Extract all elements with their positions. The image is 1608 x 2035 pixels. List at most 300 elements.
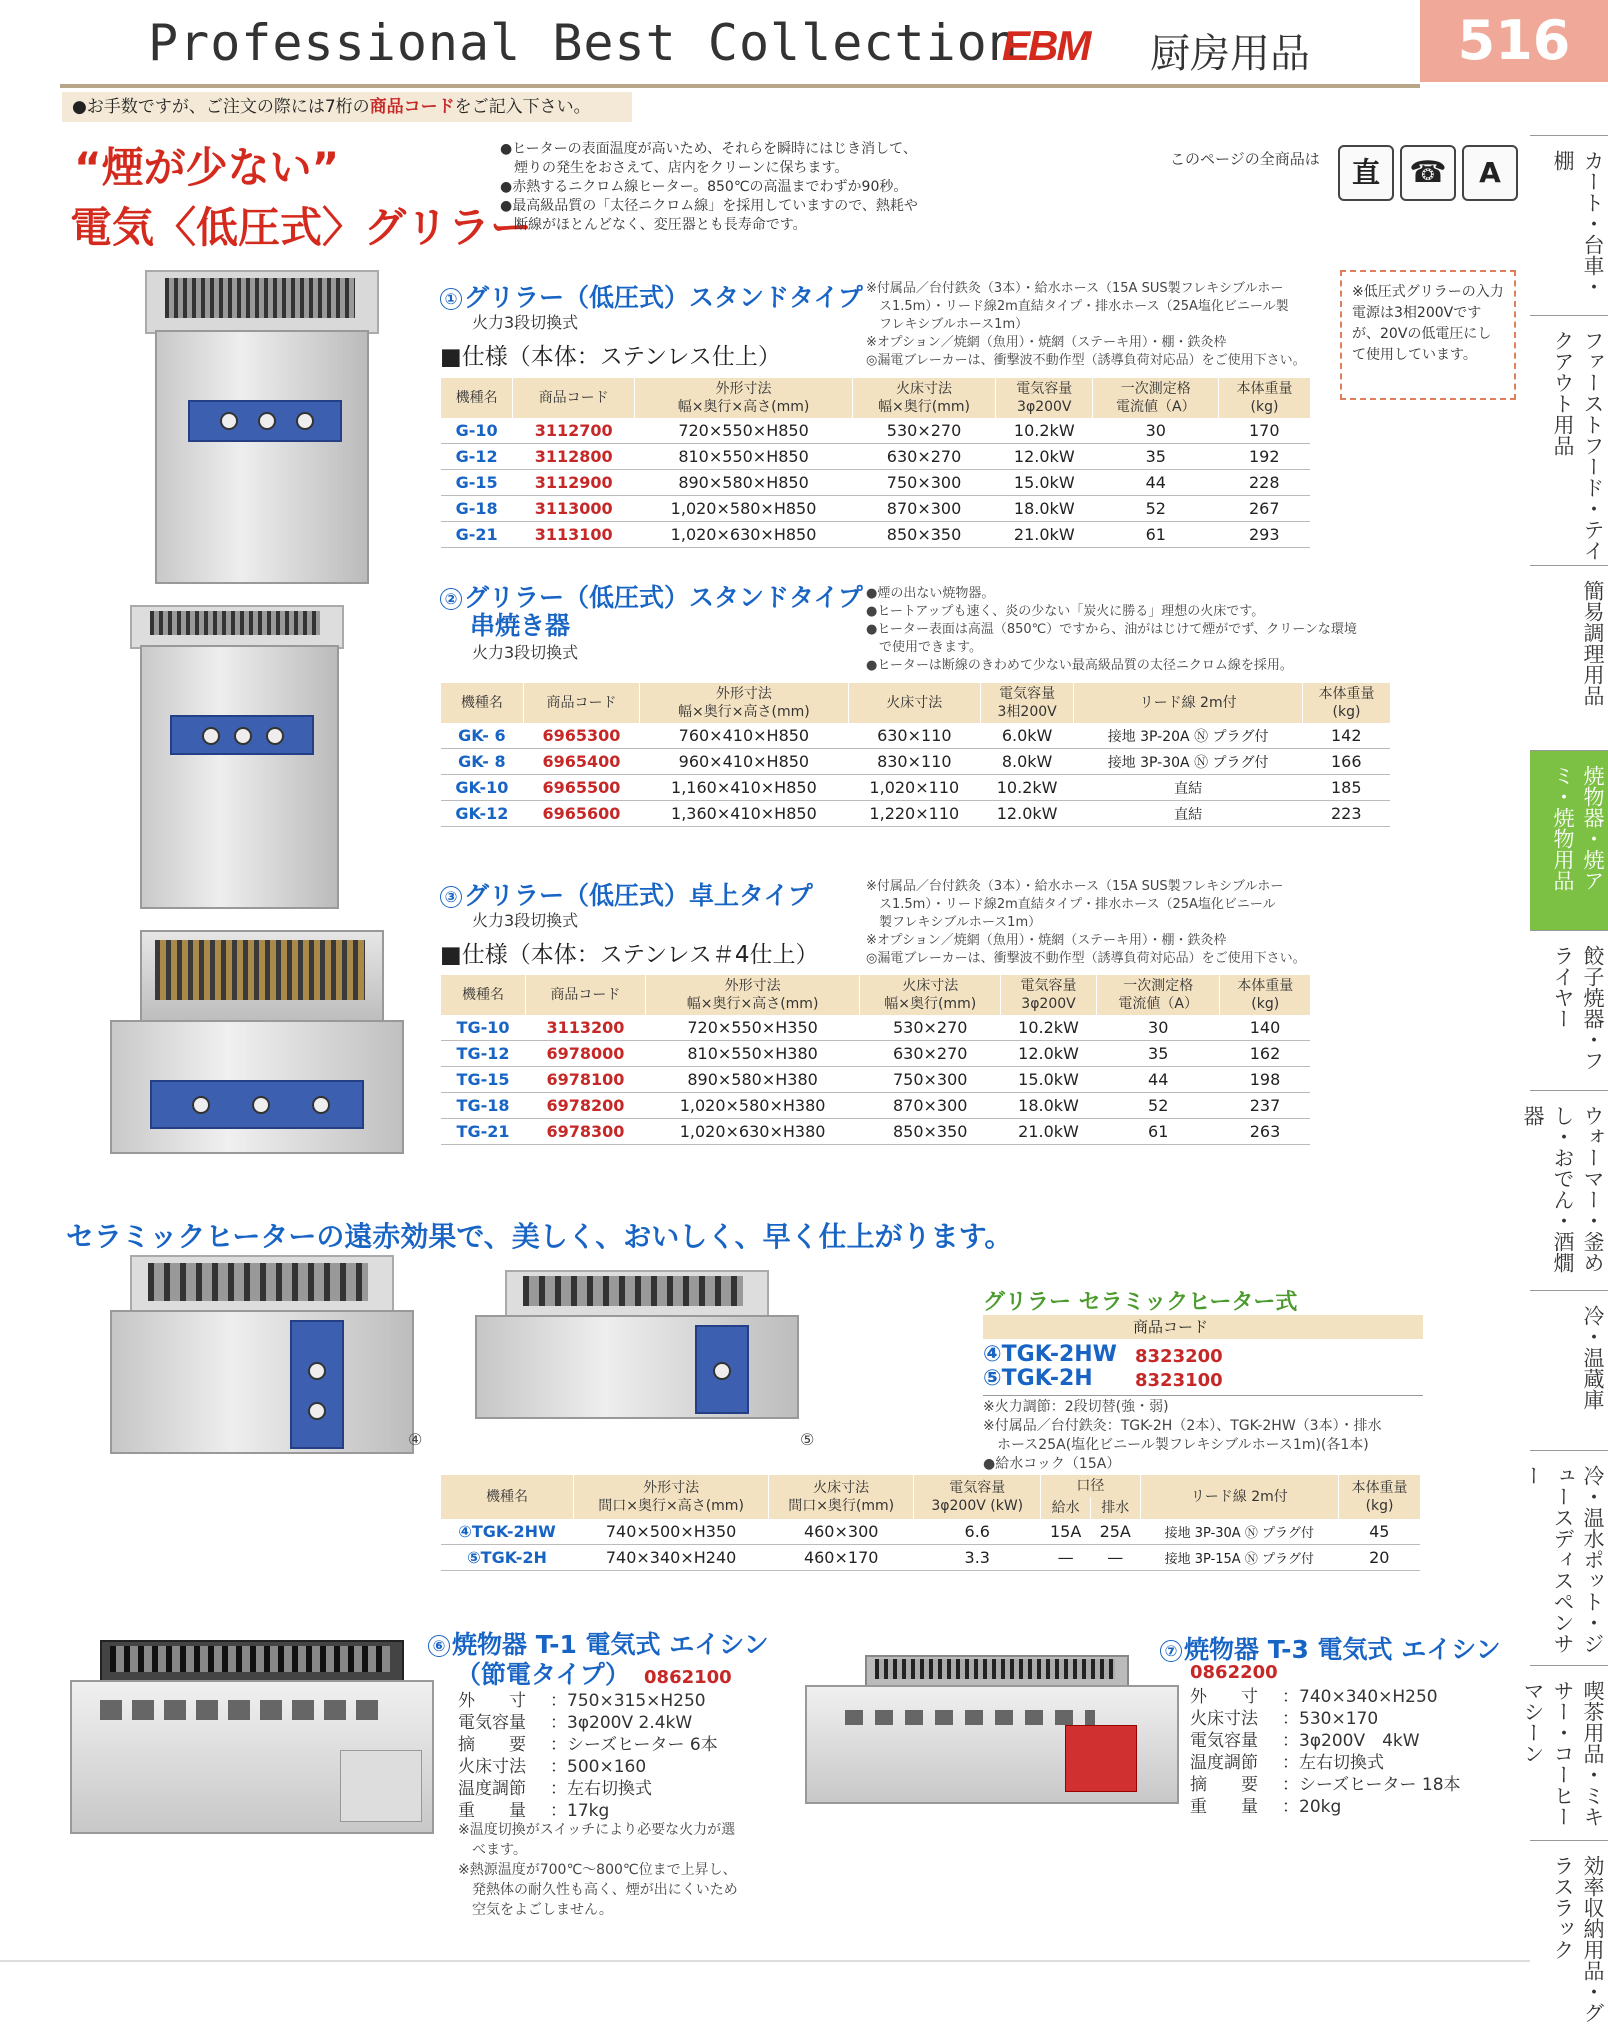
- header-text: (kg): [1332, 704, 1361, 720]
- table-cell: 3113100: [513, 522, 635, 548]
- table-cell: 530×270: [860, 1015, 1001, 1041]
- column-header: [853, 378, 996, 418]
- column-header: [996, 378, 1093, 418]
- spec-row: [1190, 1708, 1461, 1730]
- spec-key: 火床寸法: [1190, 1709, 1258, 1729]
- category-sidenav: [1521, 135, 1608, 2023]
- column-header: [1219, 378, 1310, 418]
- column-header: [1220, 975, 1310, 1015]
- table-cell: 237: [1220, 1093, 1310, 1119]
- header-text: 間口×奥行×高さ(mm): [598, 1498, 744, 1514]
- table-cell: 140: [1220, 1015, 1310, 1041]
- page-number: 516: [1420, 0, 1608, 82]
- note-line: ス1.5m）・リード線2m直結タイプ・排水ホース（25A塩化ビニール: [866, 897, 1276, 912]
- section6-number: ⑥: [428, 1635, 450, 1657]
- table-row: [441, 723, 1391, 749]
- sidenav-item[interactable]: ウォーマー・釜めし・おでん・酒燗器: [1530, 1090, 1608, 1290]
- table-cell: 21.0kW: [996, 522, 1093, 548]
- switch-box: [340, 1750, 422, 1822]
- header-text: 幅×奥行×高さ(mm): [678, 704, 810, 720]
- column-header: [1001, 975, 1097, 1015]
- note-line: ホース25A(塩化ビニール製フレキシブルホース1m)(各1本): [983, 1437, 1369, 1453]
- ceramic-code-5: 8323100: [1135, 1370, 1223, 1391]
- direct-ship-icon: 直: [1338, 145, 1394, 201]
- table-header-row: [441, 975, 1311, 1015]
- ceramic-spec-table: [440, 1475, 1420, 1571]
- table-cell: 6965400: [523, 749, 639, 775]
- table-cell: G-10: [441, 418, 513, 444]
- header-text: 本体重量: [1351, 1480, 1408, 1496]
- table-cell: 750×300: [853, 470, 996, 496]
- spec-row: [1190, 1774, 1461, 1796]
- section1-subtitle: 火力3段切換式: [472, 313, 579, 332]
- ceramic-code-4: 8323200: [1135, 1346, 1223, 1367]
- knob-icon: [192, 1096, 210, 1114]
- table-cell: 460×170: [769, 1545, 914, 1571]
- grill-body: [475, 1315, 799, 1419]
- table-cell: 61: [1093, 522, 1219, 548]
- table-cell: 1,020×580×H850: [635, 496, 853, 522]
- column-header: [523, 683, 639, 723]
- header-text: (kg): [1250, 399, 1279, 415]
- table-row: [441, 1067, 1311, 1093]
- note-line: 断線がほとんどなく、変圧器とも長寿命です。: [500, 217, 807, 233]
- table-cell: G-15: [441, 470, 513, 496]
- header-text: 一次測定格: [1123, 978, 1194, 994]
- spec-value: ：3φ200V 4kW: [1282, 1731, 1420, 1751]
- table-cell: 810×550×H380: [645, 1041, 859, 1067]
- column-header: [441, 1475, 574, 1519]
- table-cell: 1,020×110: [848, 775, 980, 801]
- table-cell: 52: [1093, 496, 1219, 522]
- sidenav-item[interactable]: 簡易調理用品: [1530, 565, 1608, 750]
- spec-value: ：740×340×H250: [1282, 1687, 1438, 1707]
- header-text: 機種名: [455, 390, 498, 406]
- note-line: ●ヒートアップも速く、炎の少ない「炭火に勝る」理想の火床です。: [866, 604, 1265, 619]
- table-cell: 6978000: [526, 1041, 646, 1067]
- note-line: ●ヒーターの表面温度が高いため、それらを瞬時にはじき消して、: [500, 141, 917, 157]
- table-cell: 3113000: [513, 496, 635, 522]
- table-cell: G-21: [441, 522, 513, 548]
- table-cell: 530×270: [853, 418, 996, 444]
- section6-title-text: 焼物器 T-1 電気式 エイシン: [452, 1630, 769, 1659]
- table-header-row: [441, 378, 1311, 418]
- brand-logo: EBM: [1002, 22, 1090, 69]
- section7-title-text: 焼物器 T-3 電気式 エイシン: [1184, 1635, 1501, 1664]
- table-cell: 1,360×410×H850: [640, 801, 848, 827]
- control-panel: [170, 715, 314, 755]
- table-cell: 6978200: [526, 1093, 646, 1119]
- table-row: [441, 1093, 1311, 1119]
- table-cell: 630×270: [860, 1041, 1001, 1067]
- table-cell: 890×580×H380: [645, 1067, 859, 1093]
- table-cell: 6978300: [526, 1119, 646, 1145]
- section7-code: 0862200: [1190, 1662, 1278, 1683]
- header-text: 3φ200V: [1021, 996, 1076, 1012]
- spec-key: 温度調節: [1190, 1753, 1258, 1773]
- image-caption-4: ④: [408, 1430, 423, 1449]
- table-cell: 1,020×580×H380: [645, 1093, 859, 1119]
- table-cell: 870×300: [860, 1093, 1001, 1119]
- table-row: [441, 1015, 1311, 1041]
- table-cell: 166: [1303, 749, 1390, 775]
- header-text: 火床寸法: [886, 695, 943, 711]
- sidenav-item[interactable]: 効率収納用品・グラスラック: [1530, 1840, 1608, 2035]
- grill-body: [110, 1310, 414, 1454]
- header-text: 本体重量: [1318, 686, 1375, 702]
- table-cell: 52: [1096, 1093, 1220, 1119]
- table-cell: GK-10: [441, 775, 524, 801]
- vent-slots: [100, 1700, 380, 1720]
- grill-heater-rack: [148, 1263, 368, 1301]
- table-cell: 3112700: [513, 418, 635, 444]
- table-cell: TG-15: [441, 1067, 526, 1093]
- table-cell: TG-18: [441, 1093, 526, 1119]
- spec-row: [458, 1690, 718, 1712]
- notice-text: ●お手数ですが、ご注文の際には7桁の: [72, 97, 370, 117]
- table-cell: 12.0kW: [1001, 1041, 1097, 1067]
- section2-title-line2: 串焼き器: [470, 611, 571, 640]
- table-cell: 740×340×H240: [574, 1545, 769, 1571]
- table-header-row: [441, 1475, 1421, 1497]
- header-text: 商品コード: [550, 987, 621, 1003]
- header-divider: [60, 84, 1420, 88]
- table-cell: ④TGK-2HW: [441, 1519, 574, 1545]
- header-text: 外形寸法: [643, 1480, 700, 1496]
- note-line: で使用できます。: [866, 640, 982, 655]
- column-header: [1096, 975, 1220, 1015]
- spec-value: ：シーズヒーター 18本: [1282, 1775, 1461, 1795]
- spec-key: 摘 要: [458, 1735, 526, 1755]
- column-header: [914, 1475, 1041, 1519]
- section7-number: ⑦: [1160, 1640, 1182, 1662]
- section1-spec-table: [440, 378, 1310, 548]
- note-line: ※温度切換がスイッチにより必要な火力が選: [458, 1822, 736, 1838]
- table-row: [441, 801, 1391, 827]
- header-text: 幅×奥行×高さ(mm): [686, 996, 819, 1012]
- spec-row: [458, 1734, 718, 1756]
- vent-slots: [845, 1710, 1095, 1725]
- ceramic-title: グリラー セラミックヒーター式: [983, 1290, 1298, 1315]
- table-cell: 15.0kW: [996, 470, 1093, 496]
- ceramic-code-divider: [983, 1395, 1423, 1396]
- spec-key: 電気容量: [458, 1713, 526, 1733]
- header-text: 電流値（A）: [1118, 996, 1198, 1012]
- knob-icon: [234, 727, 252, 745]
- catalog-title: Professional Best Collection: [148, 14, 1019, 72]
- section3-spec-table: [440, 975, 1310, 1145]
- column-header: [645, 975, 859, 1015]
- table-row: [441, 1119, 1311, 1145]
- header-text: 3φ200V: [1017, 399, 1072, 415]
- table-cell: 6965600: [523, 801, 639, 827]
- sidenav-item[interactable]: 餃子焼器・フライヤー: [1530, 930, 1608, 1090]
- note-line: 発熱体の耐久性も高く、煙が出にくいため: [458, 1882, 738, 1898]
- notice-text-end: をご記入下さい。: [454, 97, 591, 117]
- bottom-divider: [0, 1960, 1530, 1962]
- intro-bullets: [500, 140, 970, 235]
- table-cell: 630×270: [853, 444, 996, 470]
- column-header: [1093, 378, 1219, 418]
- table-cell: 1,160×410×H850: [640, 775, 848, 801]
- table-cell: 263: [1220, 1119, 1310, 1145]
- product-image-tabletop-grill: [100, 930, 410, 1180]
- column-header: [441, 683, 524, 723]
- product-image-tgk-2hw: [100, 1255, 423, 1455]
- control-panel: [150, 1080, 364, 1129]
- grill-heater-rack: [110, 1646, 390, 1672]
- spec-row: [1190, 1686, 1461, 1708]
- table-cell: 15.0kW: [1001, 1067, 1097, 1093]
- column-header: [848, 683, 980, 723]
- section3-subtitle: 火力3段切換式: [472, 911, 579, 930]
- headline-line-2: 電気〈低圧式〉グリラー: [70, 203, 533, 252]
- table-cell: 960×410×H850: [640, 749, 848, 775]
- table-cell: 8.0kW: [981, 749, 1074, 775]
- table-cell: 6978100: [526, 1067, 646, 1093]
- note-line: 製フレキシブルホース1m）: [866, 915, 1042, 930]
- spec-key: 重 量: [458, 1801, 526, 1821]
- knob-icon: [713, 1362, 731, 1380]
- table-cell: 21.0kW: [1001, 1119, 1097, 1145]
- table-cell: 760×410×H850: [640, 723, 848, 749]
- header-text: 機種名: [462, 987, 504, 1003]
- table-cell: 接地 3P-30A Ⓝ プラグ付: [1140, 1519, 1339, 1545]
- table-cell: 170: [1219, 418, 1310, 444]
- column-header: [441, 975, 526, 1015]
- spec-key: 摘 要: [1190, 1775, 1258, 1795]
- note-line: 空気をよごしません。: [458, 1902, 613, 1918]
- table-cell: 162: [1220, 1041, 1310, 1067]
- column-header: [526, 975, 646, 1015]
- product-image-tgk-2h: [465, 1270, 805, 1455]
- header-text: (kg): [1365, 1498, 1394, 1514]
- table-cell: 185: [1303, 775, 1390, 801]
- table-cell: 10.2kW: [1001, 1015, 1097, 1041]
- table-cell: —: [1041, 1545, 1091, 1571]
- header-text: 外形寸法: [715, 381, 772, 397]
- sidenav-item[interactable]: 焼物器・焼アミ・焼物用品: [1530, 750, 1608, 930]
- control-panel: [695, 1325, 749, 1414]
- table-cell: 30: [1093, 418, 1219, 444]
- column-header: [769, 1475, 914, 1519]
- note-line: ●最高級品質の「太径ニクロム線」を採用していますので、熱耗や: [500, 198, 918, 214]
- header-text: 3相200V: [997, 704, 1057, 720]
- spec-row: [458, 1800, 718, 1822]
- table-row: [441, 444, 1311, 470]
- note-line: 煙りの発生をおさえて、店内をクリーンに保ちます。: [500, 160, 849, 176]
- sidenav-item[interactable]: 冷・温蔵庫: [1530, 1290, 1608, 1450]
- header-text: 外形寸法: [724, 978, 781, 994]
- table-cell: 44: [1096, 1067, 1220, 1093]
- column-header: [1140, 1475, 1339, 1519]
- spec-row: [1190, 1752, 1461, 1774]
- table-cell: 870×300: [853, 496, 996, 522]
- table-cell: 10.2kW: [996, 418, 1093, 444]
- table-row: [441, 1545, 1421, 1571]
- table-cell: 460×300: [769, 1519, 914, 1545]
- column-header: [441, 378, 513, 418]
- table-cell: 接地 3P-15A Ⓝ プラグ付: [1140, 1545, 1339, 1571]
- section3-spec: ■仕様（本体：ステンレス＃4仕上）: [440, 942, 819, 968]
- grill-heater-rack: [875, 1659, 1115, 1679]
- column-header: [1074, 683, 1303, 723]
- table-cell: 接地 3P-20A Ⓝ プラグ付: [1074, 723, 1303, 749]
- section2-spec-table: [440, 683, 1390, 827]
- product-image-grill-stand: [140, 270, 380, 595]
- spec-key: 温度調節: [458, 1779, 526, 1799]
- column-header: [1303, 683, 1390, 723]
- header-text: 電気容量: [999, 686, 1056, 702]
- sidenav-item[interactable]: 冷・温水ポット・ジュースディスペンサー: [1530, 1450, 1608, 1665]
- table-row: [441, 1041, 1311, 1067]
- notice-emphasis: 商品コード: [369, 97, 455, 117]
- all-items-label: このページの全商品は: [1170, 150, 1320, 168]
- table-cell: 直結: [1074, 775, 1303, 801]
- table-cell: 720×550×H850: [635, 418, 853, 444]
- table-row: [441, 775, 1391, 801]
- note-line: べます。: [458, 1842, 527, 1858]
- column-header: [1339, 1475, 1420, 1519]
- table-cell: 44: [1093, 470, 1219, 496]
- table-cell: 61: [1096, 1119, 1220, 1145]
- control-panel: [188, 400, 342, 442]
- table-cell: 30: [1096, 1015, 1220, 1041]
- sidenav-item[interactable]: カート・台車・棚: [1530, 135, 1608, 315]
- table-cell: 630×110: [848, 723, 980, 749]
- header-text: リード線 2m付: [1139, 695, 1237, 711]
- spec-row: [458, 1712, 718, 1734]
- note-line: ※付属品／台付鉄灸：TGK-2H（2本）、TGK-2HW（3本）・排水: [983, 1418, 1382, 1434]
- table-cell: TG-12: [441, 1041, 526, 1067]
- note-line: ●給水コック（15A）: [983, 1456, 1121, 1472]
- table-cell: G-12: [441, 444, 513, 470]
- image-caption-5: ⑤: [800, 1430, 815, 1449]
- header-text: 火床寸法: [813, 1480, 870, 1496]
- table-header-row: [441, 683, 1391, 723]
- note-line: フレキシブルホース1m）: [866, 317, 1029, 332]
- a-rank-delivery-icon: A: [1462, 145, 1518, 201]
- section1-number: ①: [440, 288, 462, 310]
- table-cell: 750×300: [860, 1067, 1001, 1093]
- section2-title: [440, 584, 863, 640]
- header-text: 本体重量: [1236, 381, 1293, 397]
- note-line: ス1.5m）・リード線2m直結タイプ・排水ホース（25A塩化ビニール製: [866, 299, 1289, 314]
- spec-row: [458, 1778, 718, 1800]
- table-cell: GK- 8: [441, 749, 524, 775]
- order-notice: [62, 92, 632, 122]
- grill-body: [140, 645, 339, 909]
- table-cell: TG-10: [441, 1015, 526, 1041]
- table-cell: 3112800: [513, 444, 635, 470]
- grill-heater-rack: [155, 940, 365, 1000]
- table-cell: 1,020×630×H850: [635, 522, 853, 548]
- note-line: ◎漏電ブレーカーは、衝撃波不動作型（誘導負荷対応品）をご使用下さい。: [866, 951, 1306, 966]
- section1-title-text: グリラー（低圧式）スタンドタイプ: [464, 283, 863, 312]
- table-cell: 228: [1219, 470, 1310, 496]
- sidenav-item[interactable]: 喫茶用品・ミキサー・コーヒーマシーン: [1530, 1665, 1608, 1840]
- table-cell: 18.0kW: [996, 496, 1093, 522]
- section1-notes: [866, 280, 1336, 370]
- header-text: 火床寸法: [896, 381, 953, 397]
- table-cell: 15A: [1041, 1519, 1091, 1545]
- table-cell: 850×350: [853, 522, 996, 548]
- spec-row: [458, 1756, 718, 1778]
- table-cell: 192: [1219, 444, 1310, 470]
- page-headline: [70, 135, 532, 255]
- knob-icon: [202, 727, 220, 745]
- product-image-kushiyaki-stand: [120, 605, 350, 920]
- grill-heater-rack: [523, 1276, 743, 1306]
- header-text: (kg): [1251, 996, 1280, 1012]
- knob-icon: [266, 727, 284, 745]
- table-cell: 18.0kW: [1001, 1093, 1097, 1119]
- note-line: ※付属品／台付鉄灸（3本）・給水ホース（15A SUS製フレキシブルホー: [866, 879, 1284, 894]
- section2-title-text: グリラー（低圧式）スタンドタイプ: [464, 583, 863, 612]
- table-cell: 10.2kW: [981, 775, 1074, 801]
- table-cell: 267: [1219, 496, 1310, 522]
- ceramic-headline: セラミックヒーターの遠赤効果で、美しく、おいしく、早く仕上がります。: [66, 1220, 1013, 1253]
- table-cell: —: [1090, 1545, 1140, 1571]
- section7-specs: [1190, 1686, 1461, 1818]
- spec-value: ：17kg: [550, 1801, 610, 1821]
- section6-specs: [458, 1690, 718, 1822]
- header-text: 火床寸法: [902, 978, 959, 994]
- headline-line-1: “煙が少ない”: [74, 143, 340, 192]
- column-header: [860, 975, 1001, 1015]
- column-header: [574, 1475, 769, 1519]
- table-cell: 720×550×H350: [645, 1015, 859, 1041]
- header-text: 外形寸法: [715, 686, 772, 702]
- spec-row: [1190, 1796, 1461, 1818]
- header-text: 商品コード: [538, 390, 609, 406]
- section3-title: [440, 876, 813, 912]
- phone-order-icon: ☎: [1400, 145, 1456, 201]
- table-cell: 12.0kW: [981, 801, 1074, 827]
- note-line: ※熱源温度が700℃〜800℃位まで上昇し、: [458, 1862, 737, 1878]
- table-cell: 35: [1096, 1041, 1220, 1067]
- note-line: ●ヒーターは断線のきわめて少ない最高級品質の太径ニクロム線を採用。: [866, 658, 1293, 673]
- knob-icon: [308, 1362, 326, 1380]
- header-text: 幅×奥行(mm): [878, 399, 970, 415]
- table-cell: 293: [1219, 522, 1310, 548]
- table-row: [441, 470, 1311, 496]
- section3-number: ③: [440, 886, 462, 908]
- control-panel: [290, 1320, 344, 1449]
- knob-icon: [312, 1096, 330, 1114]
- header-text: 本体重量: [1237, 978, 1294, 994]
- table-row: [441, 418, 1311, 444]
- red-control-panel: [1065, 1725, 1137, 1792]
- table-cell: 830×110: [848, 749, 980, 775]
- header-text: 電流値（A）: [1115, 399, 1196, 415]
- product-image-t1: [70, 1640, 430, 1840]
- column-header: [640, 683, 848, 723]
- table-cell: 198: [1220, 1067, 1310, 1093]
- spec-key: 外 寸: [458, 1691, 526, 1711]
- section7-title: [1160, 1630, 1501, 1666]
- note-line: ※火力調節：2段切替(強・弱): [983, 1399, 1169, 1415]
- table-cell: G-18: [441, 496, 513, 522]
- table-cell: 142: [1303, 723, 1390, 749]
- table-cell: 1,020×630×H380: [645, 1119, 859, 1145]
- spec-key: 重 量: [1190, 1797, 1258, 1817]
- spec-value: ：3φ200V 2.4kW: [550, 1713, 693, 1733]
- table-cell: 223: [1303, 801, 1390, 827]
- table-row: [441, 522, 1311, 548]
- sidenav-item[interactable]: ファーストフード・テイクアウト用品: [1530, 315, 1608, 565]
- ceramic-code-header: 商品コード: [983, 1315, 1423, 1339]
